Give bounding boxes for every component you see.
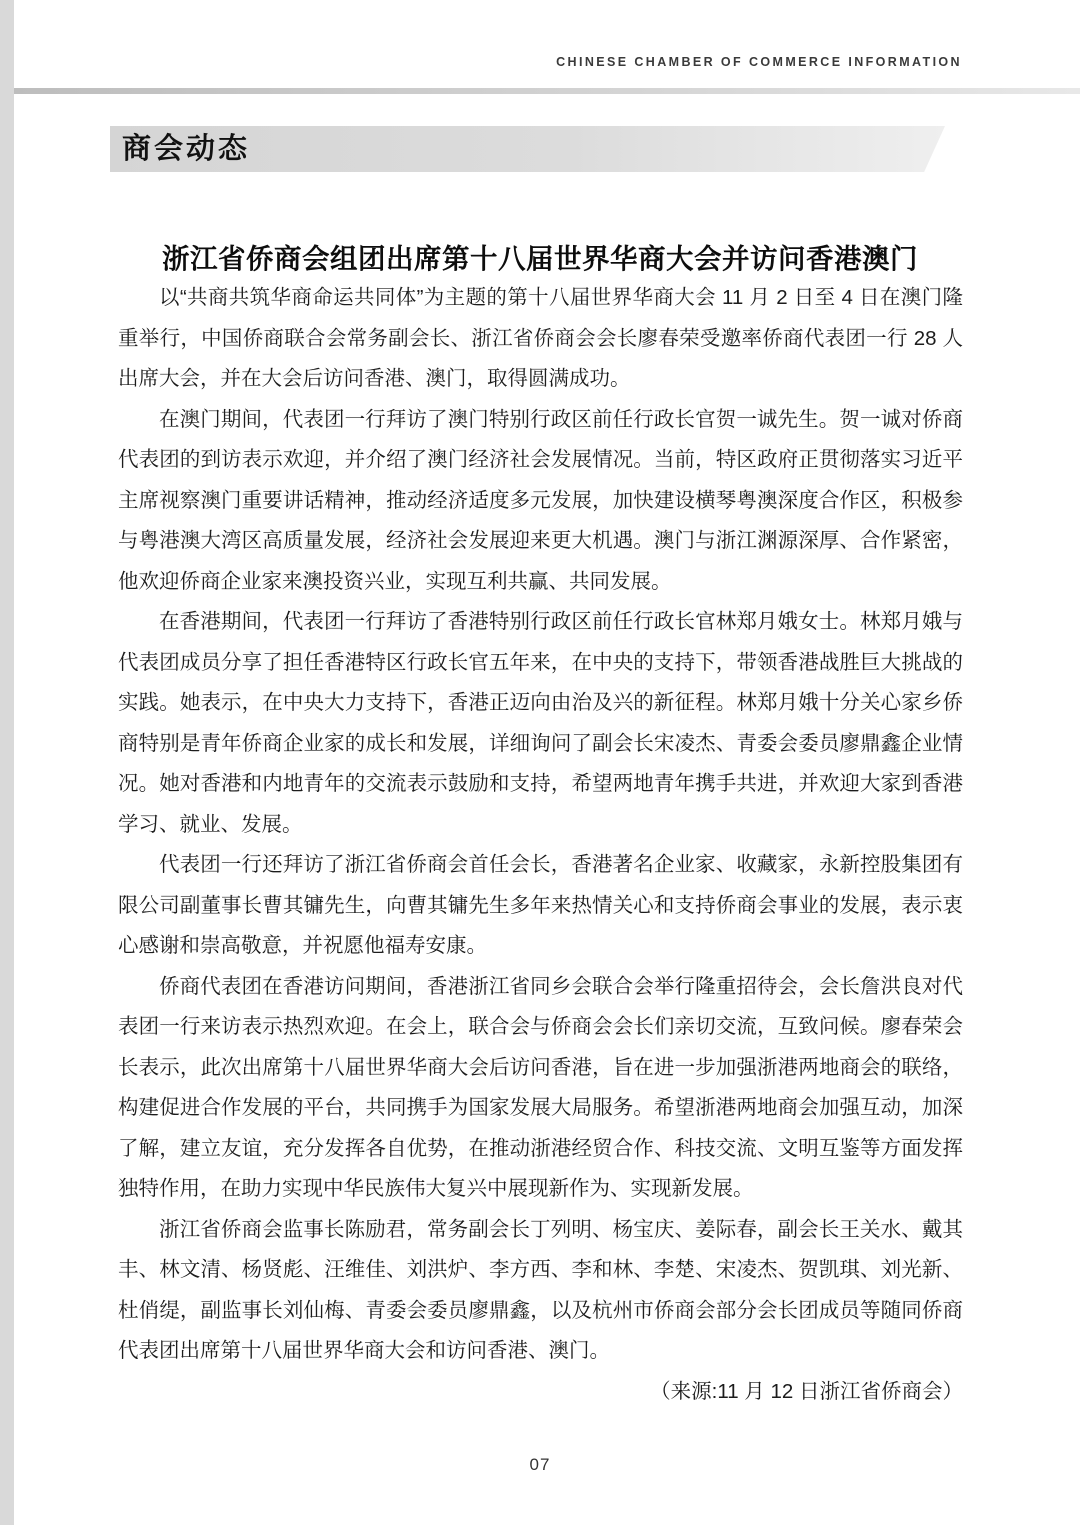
header-rule	[14, 88, 1080, 94]
paragraph-6: 浙江省侨商会监事长陈励君，常务副会长丁列明、杨宝庆、姜际春，副会长王关水、戴其丰、林文清、杨贤彪、汪维佳、刘洪炉、李方西、李和林、李楚、宋凌杰、贺凯琪、刘光新、杜俏缇，副监事长刘仙梅、青委会委员廖鼎鑫，以及杭州市侨商会部分会长团成员等随同侨商代表团出席第十八届世界华商大会和访问香港、澳门。	[118, 1217, 963, 1362]
article-body	[118, 278, 963, 1412]
paragraph-4: 代表团一行还拜访了浙江省侨商会首任会长，香港著名企业家、收藏家，永新控股集团有限公司副董事长曹其镛先生，向曹其镛先生多年来热情关心和支持侨商会事业的发展，表示衷心感谢和崇高敬意，并祝愿他福寿安康。	[118, 853, 963, 957]
paragraph-3: 在香港期间，代表团一行拜访了香港特别行政区前任行政长官林郑月娥女士。林郑月娥与代表团成员分享了担任香港特区行政长官五年来，在中央的支持下，带领香港战胜巨大挑战的实践。她表示，在中央大力支持下，香港正迈向由治及兴的新征程。林郑月娥十分关心家乡侨商特别是青年侨商企业家的成长和发展，详细询问了副会长宋凌杰、青委会委员廖鼎鑫企业情况。她对香港和内地青年的交流表示鼓励和支持，希望两地青年携手共进，并欢迎大家到香港学习、就业、发展。	[118, 610, 963, 836]
paragraph-1: 以“共商共筑华商命运共同体”为主题的第十八届世界华商大会 11 月 2 日至 4 日在澳门隆重举行，中国侨商联合会常务副会长、浙江省侨商会会长廖春荣受邀率侨商代表团一行 28 人出席大会，并在大会后访问香港、澳门，取得圆满成功。	[118, 286, 963, 390]
section-title: 商会动态	[122, 133, 251, 165]
page-left-margin-bar	[0, 0, 14, 1525]
article-title: 浙江省侨商会组团出席第十八届世界华商大会并访问香港澳门	[162, 243, 918, 275]
paragraph-5: 侨商代表团在香港访问期间，香港浙江省同乡会联合会举行隆重招待会，会长詹洪良对代表团一行来访表示热烈欢迎。在会上，联合会与侨商会会长们亲切交流，互致问候。廖春荣会长表示，此次出席第十八届世界华商大会后访问香港，旨在进一步加强浙港两地商会的联络，构建促进合作发展的平台，共同携手为国家发展大局服务。希望浙港两地商会加强互动，加深了解，建立友谊，充分发挥各自优势，在推动浙港经贸合作、科技交流、文明互鉴等方面发挥独特作用，在助力实现中华民族伟大复兴中展现新作为、实现新发展。	[118, 974, 963, 1200]
paragraph-2: 在澳门期间，代表团一行拜访了澳门特别行政区前任行政长官贺一诚先生。贺一诚对侨商代表团的到访表示欢迎，并介绍了澳门经济社会发展情况。当前，特区政府正贯彻落实习近平主席视察澳门重要讲话精神，推动经济适度多元发展，加快建设横琴粤澳深度合作区，积极参与粤港澳大湾区高质量发展，经济社会发展迎来更大机遇。澳门与浙江渊源深厚、合作紧密，他欢迎侨商企业家来澳投资兴业，实现互利共赢、共同发展。	[118, 407, 963, 593]
running-head: CHINESE CHAMBER OF COMMERCE INFORMATION	[556, 55, 962, 69]
page-number: 07	[529, 1455, 551, 1474]
article-source: （来源:11 月 12 日浙江省侨商会）	[650, 1379, 963, 1403]
